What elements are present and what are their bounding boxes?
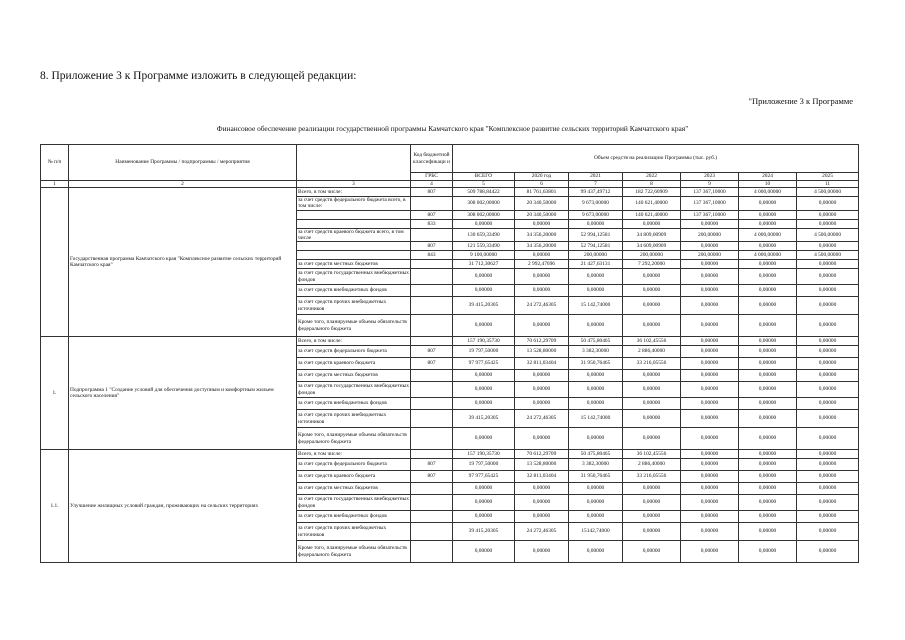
amount-cell: 0,00000 [739,242,797,251]
amount-cell: 34 356,20000 [515,228,569,241]
amount-cell: 33 216,05556 [623,358,681,370]
amount-cell: 19 797,50000 [453,459,515,471]
grbs-code [411,428,453,450]
amount-cell: 32 811,03404 [515,358,569,370]
amount-cell: 0,00000 [623,398,681,410]
amount-cell: 0,00000 [739,285,797,297]
grbs-code [411,260,453,269]
header-code: Код бюджетной классификаци и [411,145,453,173]
funding-source [297,251,411,260]
amount-cell: 0,00000 [797,398,859,410]
amount-cell: 0,00000 [681,495,739,511]
funding-source: за счет средств краевого бюджета [297,471,411,483]
header-no: № п/п [41,145,69,181]
row-number: 1. [41,337,69,450]
amount-cell: 0,00000 [623,382,681,398]
funding-source: Кроме того, планируемые объемы обязательств федерального бюджета [297,541,411,563]
amount-cell: 0,00000 [797,315,859,337]
amount-cell: 0,00000 [797,450,859,459]
grbs-code [411,495,453,511]
program-name: Подпрограмма 1 "Создание условий для обеспечения доступным и комфортным жильем сельского населения" [69,337,297,450]
amount-cell: 0,00000 [797,511,859,523]
amount-cell: 0,00000 [797,541,859,563]
amount-cell: 2 886,40000 [623,346,681,358]
amount-cell: 7 292,20000 [623,260,681,269]
amount-cell: 0,00000 [797,242,859,251]
amount-cell: 0,00000 [797,346,859,358]
amount-cell: 200,00000 [681,228,739,241]
row-number [41,188,69,337]
amount-cell: 0,00000 [681,358,739,370]
amount-cell: 97 977,65425 [453,471,515,483]
amount-cell: 0,00000 [797,297,859,315]
amount-cell: 0,00000 [739,358,797,370]
amount-cell: 0,00000 [739,541,797,563]
amount-cell: 0,00000 [681,541,739,563]
amount-cell: 70 612,29709 [515,337,569,346]
column-number: 2 [69,181,297,188]
amount-cell: 4 500,00000 [797,188,859,197]
amount-cell: 0,00000 [797,410,859,428]
amount-cell: 0,00000 [569,495,623,511]
column-number: 4 [411,181,453,188]
funding-source: за счет средств прочих внебюджетных источников [297,523,411,541]
amount-cell: 140 621,40000 [623,210,681,219]
amount-cell: 0,00000 [681,370,739,382]
header-grbs: ГРБС [411,173,453,181]
amount-cell: 157 190,35730 [453,337,515,346]
amount-cell: 0,00000 [797,210,859,219]
funding-source: за счет средств федерального бюджета всего, в том числе: [297,197,411,210]
amount-cell: 31 950,76465 [569,471,623,483]
column-number: 5 [453,181,515,188]
amount-cell: 0,00000 [515,251,569,260]
amount-cell: 140 621,40000 [623,197,681,210]
amount-cell: 0,00000 [797,523,859,541]
grbs-code: 807 [411,459,453,471]
column-number: 9 [681,181,739,188]
amount-cell: 0,00000 [453,483,515,495]
amount-cell: 2 992,47696 [515,260,569,269]
amount-cell: 34 809,00909 [623,228,681,241]
amount-cell: 0,00000 [569,219,623,228]
amount-cell: 0,00000 [569,398,623,410]
amount-cell: 0,00000 [681,242,739,251]
amount-cell: 0,00000 [797,285,859,297]
grbs-code [411,450,453,459]
amount-cell: 0,00000 [681,346,739,358]
header-name: Наименование Программы / подпрограммы / мероприятия [69,145,297,181]
header-year: 2021 [569,173,623,181]
amount-cell: 0,00000 [515,285,569,297]
amount-cell: 20 340,50000 [515,197,569,210]
amount-cell: 0,00000 [739,210,797,219]
amount-cell: 0,00000 [797,382,859,398]
header-volume: Объем средств на реализацию Программы (тыс. руб.) [453,145,859,173]
grbs-code [411,269,453,285]
funding-source: за счет средств государственных внебюджетных фондов [298,270,409,283]
amount-cell: 52 794,12581 [569,242,623,251]
amount-cell: 70 612,29709 [515,450,569,459]
amount-cell: 0,00000 [569,428,623,450]
amount-cell: 21 427,63131 [569,260,623,269]
funding-source [297,242,411,251]
amount-cell: 0,00000 [569,285,623,297]
funding-source: Всего, в том числе: [297,337,411,346]
funding-source: за счет средств местных бюджетов [297,483,411,495]
grbs-code [411,337,453,346]
amount-cell: 0,00000 [515,398,569,410]
grbs-code [411,541,453,563]
funding-source: за счет средств местных бюджетов [297,260,411,269]
funding-source: за счет средств прочих внебюджетных источников [297,410,411,428]
grbs-code: 833 [411,219,453,228]
amount-cell: 0,00000 [681,398,739,410]
amount-cell: 0,00000 [797,269,859,285]
amount-cell: 0,00000 [623,483,681,495]
table-row [41,450,859,459]
grbs-code [411,511,453,523]
section-heading: 8. Приложение 3 к Программе изложить в следующей редакции: [40,70,357,82]
header-year: 2024 [739,173,797,181]
program-name: Улучшение жилищных условий граждан, проживающих на сельских территориях [69,450,297,563]
amount-cell: 0,00000 [453,382,515,398]
amount-cell: 0,00000 [623,410,681,428]
amount-cell: 0,00000 [515,315,569,337]
grbs-code: 807 [411,242,453,251]
amount-cell: 200,00000 [623,251,681,260]
amount-cell: 0,00000 [453,315,515,337]
amount-cell: 308 002,00000 [453,210,515,219]
amount-cell: 137 367,10000 [681,188,739,197]
amount-cell: 39 415,20305 [453,523,515,541]
amount-cell: 0,00000 [797,471,859,483]
funding-source: за счет средств краевого бюджета [297,358,411,370]
column-number: 8 [623,181,681,188]
amount-cell: 0,00000 [739,370,797,382]
funding-source: за счет средств внебюджетных фондов [297,285,411,297]
amount-cell: 0,00000 [453,511,515,523]
amount-cell: 0,00000 [739,315,797,337]
amount-cell: 33 216,05556 [623,471,681,483]
amount-cell: 0,00000 [681,410,739,428]
column-number: 6 [515,181,569,188]
amount-cell: 157 190,35730 [453,450,515,459]
amount-cell: 34 609,00909 [623,242,681,251]
header-year: 2022 [623,173,681,181]
grbs-code [411,483,453,495]
header-year: 2023 [681,173,739,181]
amount-cell: 0,00000 [797,358,859,370]
grbs-code [411,523,453,541]
funding-source: за счет средств федерального бюджета [297,346,411,358]
appendix-note: "Приложение 3 к Программе [748,96,853,106]
amount-cell: 0,00000 [569,370,623,382]
grbs-code [411,285,453,297]
amount-cell: 9 673,00000 [569,197,623,210]
amount-cell: 0,00000 [739,398,797,410]
grbs-code [411,398,453,410]
amount-cell: 308 002,00000 [453,197,515,210]
amount-cell: 0,00000 [797,337,859,346]
amount-cell: 0,00000 [739,495,797,511]
amount-cell: 0,00000 [797,260,859,269]
amount-cell: 0,00000 [681,219,739,228]
program-name: Государственная программа Камчатского края "Комплексное развитие сельских территорий Камчатского края" [69,188,297,337]
amount-cell: 121 559,33490 [453,242,515,251]
amount-cell: 0,00000 [739,346,797,358]
amount-cell: 0,00000 [515,495,569,511]
amount-cell: 0,00000 [453,370,515,382]
amount-cell: 0,00000 [569,315,623,337]
amount-cell: 0,00000 [623,285,681,297]
amount-cell: 36 102,45556 [623,450,681,459]
amount-cell: 0,00000 [739,483,797,495]
amount-cell: 0,00000 [623,495,681,511]
amount-cell: 0,00000 [515,382,569,398]
header-year: ВСЕГО [453,173,515,181]
header-year: 2025 [797,173,859,181]
funding-source: за счет средств государственных внебюджетных фондов [298,496,409,509]
amount-cell: 0,00000 [681,297,739,315]
document-title: Финансовое обеспечение реализации государственной программы Камчатского края "Комплексное развитие сельских территорий Камчатского края" [216,124,689,133]
amount-cell: 0,00000 [515,269,569,285]
amount-cell: 0,00000 [739,459,797,471]
amount-cell: 0,00000 [681,337,739,346]
amount-cell: 0,00000 [623,269,681,285]
amount-cell: 31 950,76465 [569,358,623,370]
funding-source: за счет средств государственных внебюджетных фондов [298,383,409,396]
amount-cell: 0,00000 [453,219,515,228]
amount-cell: 0,00000 [623,315,681,337]
amount-cell: 3 382,30000 [569,459,623,471]
amount-cell: 36 102,45556 [623,337,681,346]
grbs-code [411,370,453,382]
amount-cell: 0,00000 [453,541,515,563]
amount-cell: 15 142,74000 [569,297,623,315]
amount-cell: 39 415,20305 [453,410,515,428]
amount-cell: 0,00000 [623,370,681,382]
amount-cell: 0,00000 [797,428,859,450]
amount-cell: 34 356,20000 [515,242,569,251]
amount-cell: 50 475,80465 [569,337,623,346]
funding-source: за счет средств прочих внебюджетных источников [297,297,411,315]
funding-source: Всего, в том числе: [297,450,411,459]
amount-cell: 0,00000 [681,428,739,450]
amount-cell: 200,00000 [569,251,623,260]
amount-cell: 200,00000 [681,251,739,260]
amount-cell: 0,00000 [623,523,681,541]
amount-cell: 0,00000 [515,511,569,523]
amount-cell: 0,00000 [681,269,739,285]
amount-cell: 0,00000 [797,219,859,228]
amount-cell: 13 528,80000 [515,346,569,358]
grbs-code [411,315,453,337]
amount-cell: 130 659,33490 [453,228,515,241]
column-number: 7 [569,181,623,188]
funding-source: за счет средств местных бюджетов [297,370,411,382]
funding-source: Всего, в том числе: [297,188,411,197]
grbs-code: 807 [411,471,453,483]
amount-cell: 0,00000 [681,285,739,297]
amount-cell: 0,00000 [739,297,797,315]
amount-cell: 0,00000 [739,523,797,541]
amount-cell: 0,00000 [569,541,623,563]
funding-source: за счет средств внебюджетных фондов [297,511,411,523]
funding-source: Кроме того, планируемые объемы обязательств федерального бюджета [297,315,411,337]
amount-cell: 0,00000 [515,428,569,450]
funding-source [297,219,411,228]
table-row [41,188,859,197]
column-number: 1 [41,181,69,188]
column-number: 10 [739,181,797,188]
grbs-code [411,297,453,315]
amount-cell: 0,00000 [797,495,859,511]
amount-cell: 0,00000 [623,219,681,228]
amount-cell: 0,00000 [739,511,797,523]
amount-cell: 0,00000 [453,285,515,297]
amount-cell: 0,00000 [739,450,797,459]
amount-cell: 0,00000 [681,260,739,269]
amount-cell: 50 475,80465 [569,450,623,459]
header-source [297,145,411,181]
amount-cell: 0,00000 [569,382,623,398]
amount-cell: 0,00000 [681,315,739,337]
grbs-code: 807 [411,346,453,358]
amount-cell: 0,00000 [623,511,681,523]
amount-cell: 0,00000 [681,523,739,541]
amount-cell: 9 673,00000 [569,210,623,219]
amount-cell: 0,00000 [569,511,623,523]
grbs-code [411,410,453,428]
amount-cell: 24 272,46305 [515,410,569,428]
amount-cell: 0,00000 [453,495,515,511]
funding-source: за счет средств федерального бюджета [297,459,411,471]
amount-cell: 509 788,84422 [453,188,515,197]
row-number: 1.1. [41,450,69,563]
grbs-code: 807 [411,358,453,370]
amount-cell: 24 272,46305 [515,297,569,315]
amount-cell: 0,00000 [739,471,797,483]
amount-cell: 0,00000 [739,337,797,346]
grbs-code: 807 [411,210,453,219]
grbs-code [411,197,453,210]
grbs-code: 843 [411,251,453,260]
amount-cell: 0,00000 [681,450,739,459]
amount-cell: 4 500,00000 [797,251,859,260]
amount-cell: 0,00000 [739,219,797,228]
header-year: 2020 год [515,173,569,181]
amount-cell: 52 994,12581 [569,228,623,241]
funding-source: за счет средств краевого бюджета всего, в том числе [297,228,411,241]
amount-cell: 19 797,50000 [453,346,515,358]
amount-cell: 0,00000 [681,471,739,483]
amount-cell: 0,00000 [797,459,859,471]
amount-cell: 0,00000 [681,459,739,471]
amount-cell: 4 000,00000 [739,188,797,197]
amount-cell: 3 382,30000 [569,346,623,358]
amount-cell: 0,00000 [681,511,739,523]
amount-cell: 0,00000 [453,269,515,285]
amount-cell: 0,00000 [623,541,681,563]
amount-cell: 0,00000 [569,483,623,495]
amount-cell: 4 500,00000 [797,228,859,241]
amount-cell: 137 367,10000 [681,210,739,219]
amount-cell: 13 528,80000 [515,459,569,471]
amount-cell: 4 000,00000 [739,228,797,241]
amount-cell: 32 811,03404 [515,471,569,483]
amount-cell: 0,00000 [569,269,623,285]
grbs-code: 807 [411,188,453,197]
amount-cell: 0,00000 [797,197,859,210]
amount-cell: 0,00000 [739,428,797,450]
amount-cell: 4 000,00000 [739,251,797,260]
amount-cell: 0,00000 [453,398,515,410]
amount-cell: 9 100,00000 [453,251,515,260]
grbs-code [411,228,453,241]
funding-source: Кроме того, планируемые объемы обязательств федерального бюджета [297,428,411,450]
grbs-code [411,382,453,398]
amount-cell: 137 367,10000 [681,197,739,210]
amount-cell: 0,00000 [623,428,681,450]
amount-cell: 24 272,46305 [515,523,569,541]
amount-cell: 99 437,49712 [569,188,623,197]
amount-cell: 0,00000 [681,483,739,495]
amount-cell: 0,00000 [681,382,739,398]
funding-source: за счет средств внебюджетных фондов [297,398,411,410]
table-row [41,337,859,346]
amount-cell: 0,00000 [739,197,797,210]
column-number: 3 [297,181,411,188]
amount-cell: 15142,74000 [569,523,623,541]
amount-cell: 0,00000 [623,297,681,315]
amount-cell: 97 977,65425 [453,358,515,370]
amount-cell: 0,00000 [739,382,797,398]
amount-cell: 0,00000 [739,269,797,285]
amount-cell: 0,00000 [515,541,569,563]
amount-cell: 81 761,63801 [515,188,569,197]
amount-cell: 0,00000 [515,370,569,382]
amount-cell: 0,00000 [739,410,797,428]
amount-cell: 0,00000 [453,428,515,450]
amount-cell: 15 142,74000 [569,410,623,428]
funding-source [297,210,411,219]
amount-cell: 20 340,50000 [515,210,569,219]
amount-cell: 0,00000 [797,483,859,495]
amount-cell: 0,00000 [515,219,569,228]
amount-cell: 0,00000 [739,260,797,269]
amount-cell: 39 415,20305 [453,297,515,315]
amount-cell: 0,00000 [515,483,569,495]
column-number: 11 [797,181,859,188]
amount-cell: 2 886,40000 [623,459,681,471]
financing-table [40,144,859,563]
amount-cell: 182 722,60909 [623,188,681,197]
amount-cell: 0,00000 [797,370,859,382]
amount-cell: 31 712,30627 [453,260,515,269]
